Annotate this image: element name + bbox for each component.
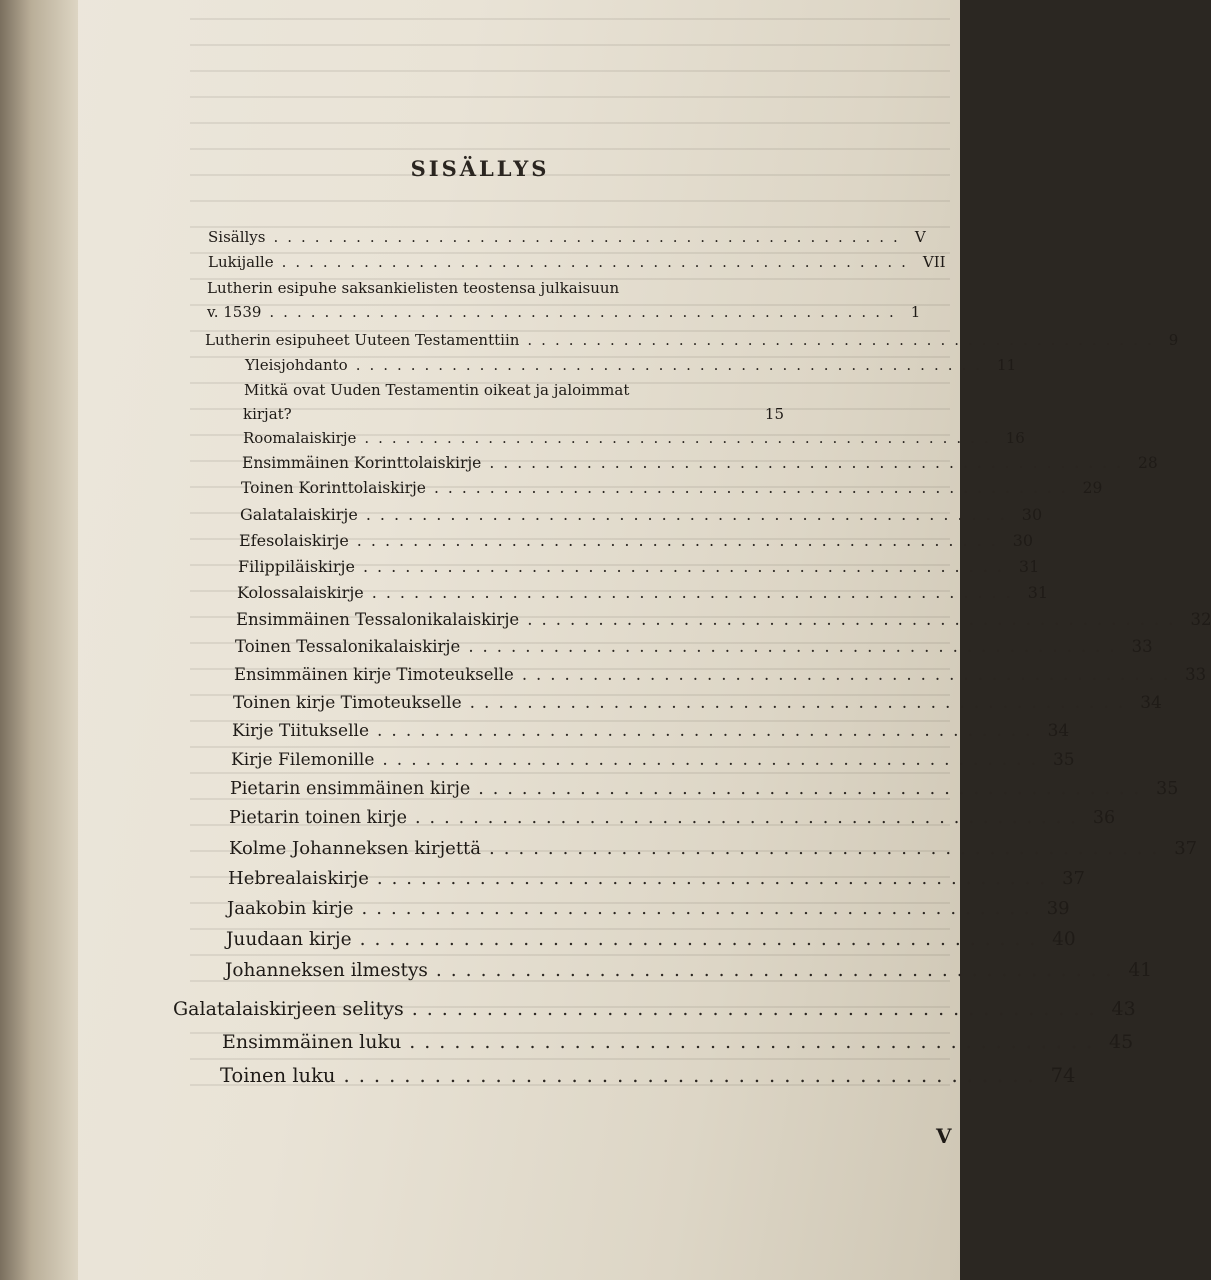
toc-entry-page: 37 xyxy=(1062,868,1085,889)
toc-entry-page: 35 xyxy=(1052,750,1075,770)
dot-leader: .............................................. xyxy=(371,583,1020,602)
toc-entry xyxy=(229,838,1198,859)
toc-entry xyxy=(242,454,1158,472)
dot-leader: .............................................. xyxy=(361,898,1039,919)
toc-entry xyxy=(205,331,1179,349)
toc-entry xyxy=(229,808,1116,828)
toc-entry xyxy=(234,665,1207,684)
toc-entry xyxy=(243,405,784,423)
toc-entry-title: Pietarin ensimmäinen kirje xyxy=(230,779,471,799)
toc-entry-title: Ensimmäinen Tessalonikalaiskirje xyxy=(236,610,520,629)
toc-entry xyxy=(232,721,1070,741)
toc-entry-page: 36 xyxy=(1092,808,1116,828)
dot-leader: .............................................. xyxy=(527,610,1183,629)
dot-leader: .............................................. xyxy=(376,868,1055,889)
dot-leader: .............................................. xyxy=(365,505,1014,524)
toc-entry-page: 29 xyxy=(1082,479,1103,497)
dot-leader: .............................................. xyxy=(468,637,1124,656)
toc-entry xyxy=(233,693,1162,713)
dot-leader: .............................................. xyxy=(356,531,1005,550)
toc-entry-page: 32 xyxy=(1190,610,1211,629)
toc-entry-page: 11 xyxy=(997,356,1017,374)
dot-leader: .............................................. xyxy=(489,838,1167,859)
toc-entry xyxy=(245,356,1017,374)
toc-entry-title: Lukijalle xyxy=(208,253,274,271)
toc-entry-page: 34 xyxy=(1047,721,1070,741)
toc-entry-title: Toinen Korinttolaiskirje xyxy=(241,479,426,497)
page-title: SISÄLLYS xyxy=(410,156,550,181)
dot-leader: .............................................. xyxy=(435,960,1121,981)
toc-entry-title: Galatalaiskirjeen selitys xyxy=(173,998,404,1020)
dot-leader: .............................................. xyxy=(382,750,1045,770)
toc-entry-page: 41 xyxy=(1128,960,1152,981)
toc-entry-title: Sisällys xyxy=(208,228,266,246)
toc-entry-title: Galatalaiskirje xyxy=(240,505,358,524)
dot-leader: .............................................. xyxy=(478,779,1149,799)
toc-entry-title: Filippiläiskirje xyxy=(238,557,355,576)
toc-entry xyxy=(231,750,1075,770)
dot-leader: .............................................. xyxy=(527,331,1161,349)
toc-entry-title-continued: v. 1539 xyxy=(207,303,262,321)
toc-entry xyxy=(238,557,1040,576)
dot-leader: .............................................. xyxy=(355,356,990,374)
toc-entry xyxy=(225,960,1152,981)
toc-entry xyxy=(236,610,1211,629)
toc-entry xyxy=(228,868,1085,889)
dot-leader: .............................................. xyxy=(489,454,1131,472)
toc-entry xyxy=(230,779,1179,799)
toc-entry xyxy=(227,898,1070,919)
toc-entry-page: 1 xyxy=(910,303,921,321)
toc-entry xyxy=(207,303,921,321)
toc-entry-title: Pietarin toinen kirje xyxy=(229,808,407,828)
toc-entry-title: Yleisjohdanto xyxy=(245,356,348,374)
toc-entry-page: 15 xyxy=(764,405,784,423)
toc-entry xyxy=(241,479,1103,497)
toc-entry-title: Kirje Tiitukselle xyxy=(232,721,370,741)
toc-entry-page: 31 xyxy=(1018,557,1040,576)
toc-entry-page: VII xyxy=(922,253,946,271)
toc-entry xyxy=(239,531,1034,550)
dot-leader: .............................................. xyxy=(281,253,915,271)
toc-entry xyxy=(243,429,1025,447)
dot-leader: .............................................. xyxy=(469,693,1133,713)
toc-entry-title: Kolossalaiskirje xyxy=(237,583,364,602)
toc-entry-title: Lutherin esipuheet Uuteen Testamenttiin xyxy=(205,331,520,349)
toc-entry xyxy=(208,253,946,271)
toc-entry xyxy=(222,1031,1134,1053)
dot-leader: .............................................. xyxy=(433,479,1075,497)
toc-entry-title: Johanneksen ilmestys xyxy=(225,960,428,981)
toc-entry-page: V xyxy=(914,228,926,246)
toc-entry-title: Toinen Tessalonikalaiskirje xyxy=(235,637,461,656)
toc-entry-title-continued: kirjat? xyxy=(243,405,292,423)
toc-entry-page: 39 xyxy=(1046,898,1070,919)
toc-entry xyxy=(208,228,926,246)
toc-entry-title: Hebrealaiskirje xyxy=(228,868,369,889)
toc-entry-page: 9 xyxy=(1168,331,1179,349)
toc-entry-title: Toinen kirje Timoteukselle xyxy=(233,693,462,713)
toc-entry-page: 43 xyxy=(1111,998,1136,1020)
dot-leader: .............................................. xyxy=(411,998,1104,1020)
toc-entry-page: 40 xyxy=(1052,929,1076,950)
page-folio: V xyxy=(936,1124,952,1148)
toc-entry-page: 34 xyxy=(1140,693,1162,713)
dot-leader: .............................................. xyxy=(377,721,1040,741)
toc-entry-title: Ensimmäinen luku xyxy=(222,1031,402,1053)
toc-entry-page: 35 xyxy=(1156,779,1179,799)
toc-entry-title: Efesolaiskirje xyxy=(239,531,349,550)
toc-entry-title: Kolme Johanneksen kirjettä xyxy=(229,838,482,859)
toc-entry xyxy=(226,929,1076,950)
toc-entry xyxy=(220,1064,1076,1087)
dot-leader: .............................................. xyxy=(362,557,1011,576)
dot-leader: .............................................. xyxy=(273,228,907,246)
toc-entry-page: 74 xyxy=(1050,1064,1076,1087)
toc-entry-page: 37 xyxy=(1174,838,1198,859)
toc-entry-title: Kirje Filemonille xyxy=(231,750,375,770)
toc-entry-title: Ensimmäinen kirje Timoteukselle xyxy=(234,665,514,684)
toc-entry-title: Jaakobin kirje xyxy=(227,898,354,919)
toc-entry xyxy=(240,505,1043,524)
dot-leader: .............................................. xyxy=(414,808,1085,828)
toc-entry xyxy=(173,998,1136,1020)
toc-entry-page: 28 xyxy=(1138,454,1158,472)
dot-leader: .............................................. xyxy=(521,665,1178,684)
toc-entry-page: 33 xyxy=(1185,665,1207,684)
toc-entry-title: Roomalaiskirje xyxy=(243,429,357,447)
toc-entry-page: 31 xyxy=(1027,583,1049,602)
dot-leader: .............................................. xyxy=(269,303,903,321)
toc-entry-page: 33 xyxy=(1131,637,1153,656)
toc-entry xyxy=(235,637,1153,656)
toc-entry-page: 30 xyxy=(1021,505,1043,524)
toc-entry-title: Mitkä ovat Uuden Testamentin oikeat ja jaloimmat xyxy=(244,381,630,399)
dot-leader: .............................................. xyxy=(359,929,1045,950)
toc-entry-page: 16 xyxy=(1005,429,1025,447)
toc-entry-page: 30 xyxy=(1012,531,1034,550)
dot-leader: .............................................. xyxy=(364,429,998,447)
toc-entry-page: 45 xyxy=(1109,1031,1134,1053)
toc-entry-title: Ensimmäinen Korinttolaiskirje xyxy=(242,454,482,472)
toc-entry-title: Lutherin esipuhe saksankielisten teostensa julkaisuun xyxy=(207,279,620,297)
toc-entry xyxy=(237,583,1049,602)
dot-leader: .............................................. xyxy=(409,1031,1102,1053)
toc-entry-title: Juudaan kirje xyxy=(226,929,352,950)
dot-leader: .............................................. xyxy=(343,1064,1043,1087)
toc-entry-title: Toinen luku xyxy=(220,1064,336,1087)
